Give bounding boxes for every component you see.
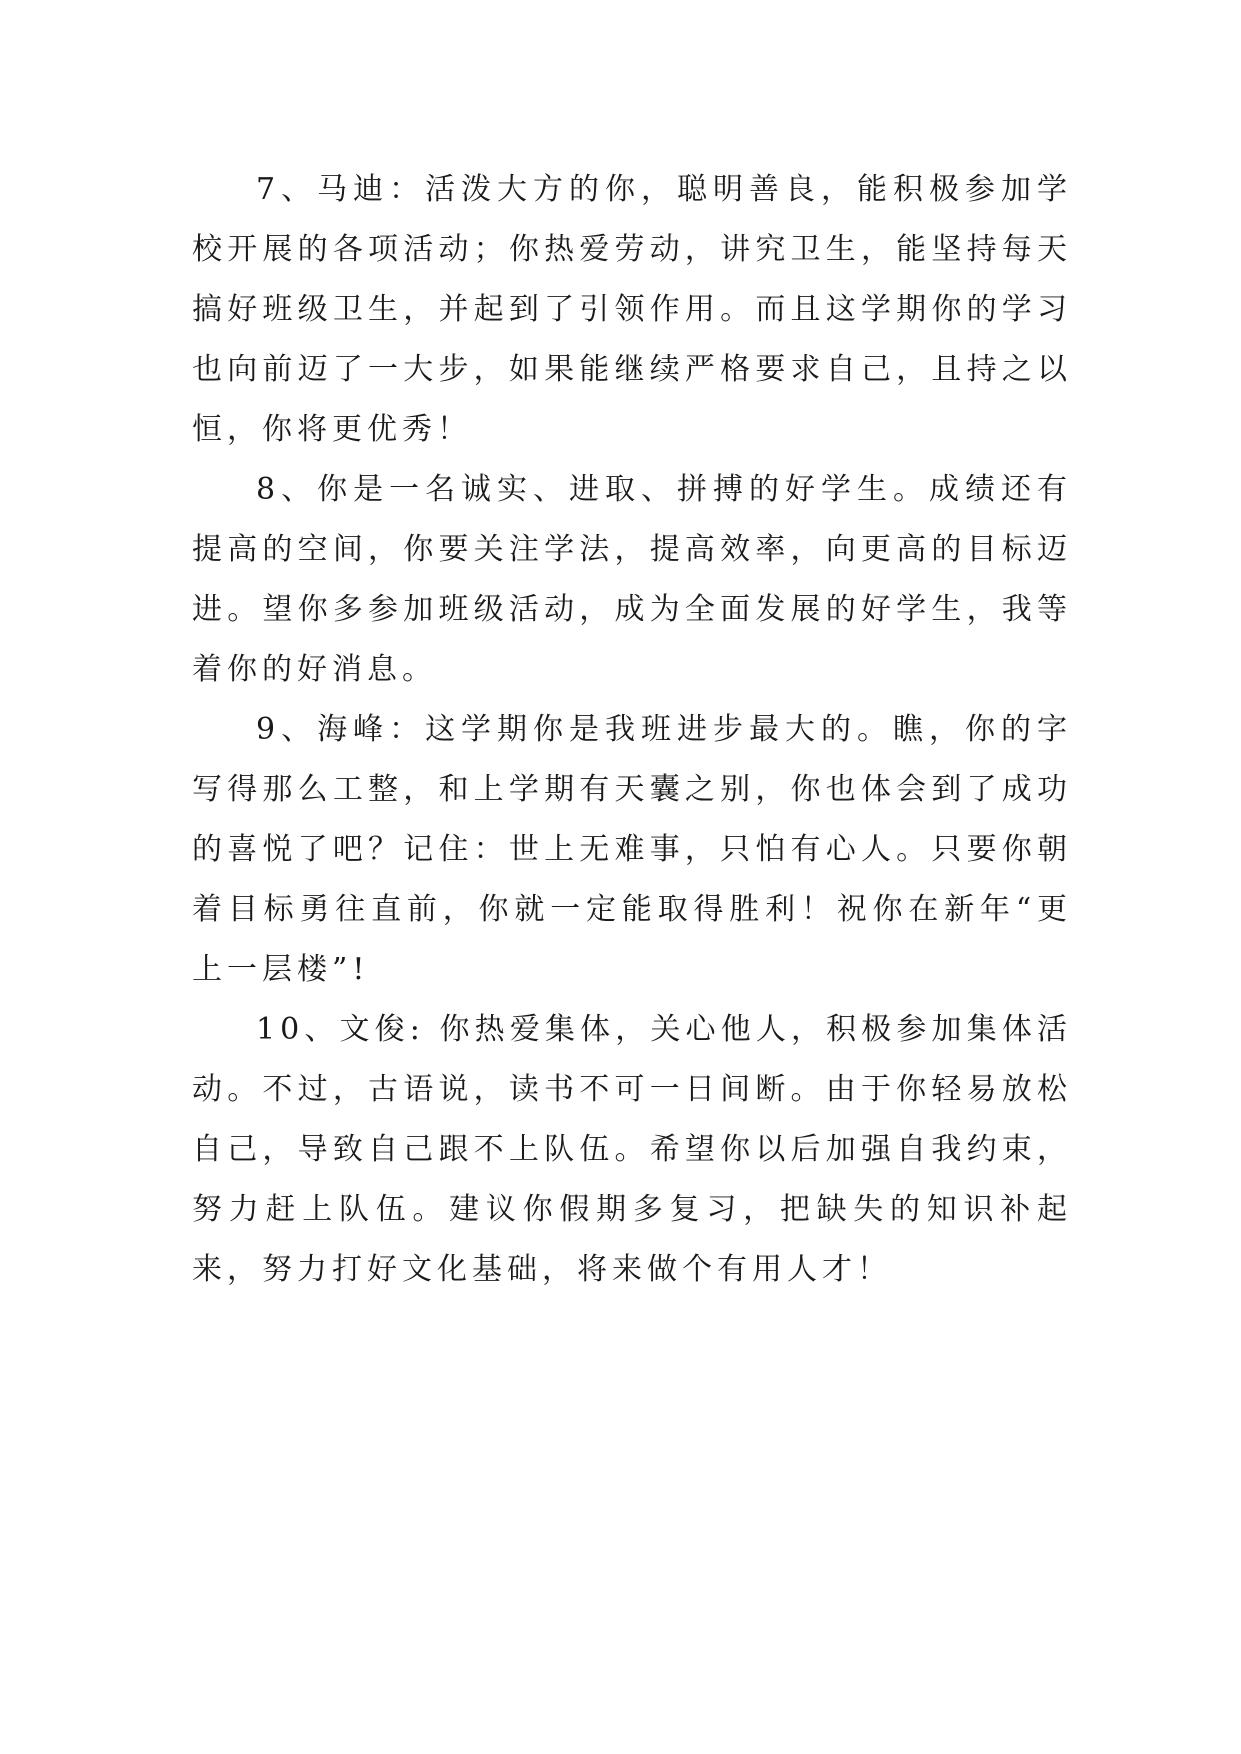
paragraph-comment-7: 7、马迪：活泼大方的你，聪明善良，能积极参加学校开展的各项活动；你热爱劳动，讲究卫生，能坚持每天搞好班级卫生，并起到了引领作用。而且这学期你的学习也向前迈了一大步，如果能继续严格要求自己，且持之以恒，你将更优秀！	[192, 172, 1072, 447]
paragraph-comment-10: 10、文俊: 你热爱集体，关心他人，积极参加集体活动。不过，古语说，读书不可一日间断。由于你轻易放松自己，导致自己跟不上队伍。希望你以后加强自我约束，努力赶上队伍。建议你假期多复习，把缺失的知识补起来，努力打好文化基础，将来做个有用人才！	[192, 1012, 1072, 1287]
document-body	[192, 160, 1072, 1300]
paragraph-comment-8: 8、你是一名诚实、进取、拼搏的好学生。成绩还有提高的空间，你要关注学法，提高效率，向更高的目标迈进。望你多参加班级活动，成为全面发展的好学生，我等着你的好消息。	[192, 472, 1072, 687]
paragraph-comment-9: 9、海峰：这学期你是我班进步最大的。瞧，你的字写得那么工整，和上学期有天囊之别，你也体会到了成功的喜悦了吧？记住：世上无难事，只怕有心人。只要你朝着目标勇往直前，你就一定能取得胜利！祝你在新年“更上一层楼”!	[192, 712, 1072, 987]
